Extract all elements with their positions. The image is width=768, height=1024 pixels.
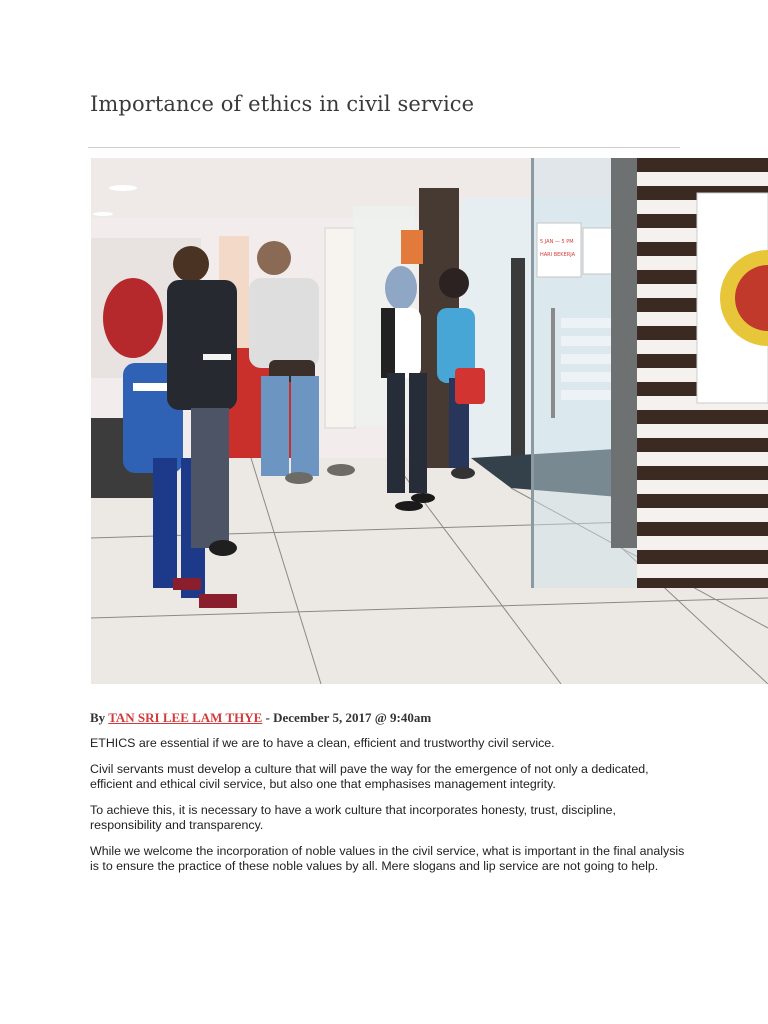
article-body: [90, 736, 690, 885]
article-title: Importance of ethics in civil service: [90, 92, 475, 116]
byline: [90, 710, 431, 726]
article-paragraph: To achieve this, it is necessary to have a work culture that incorporates honesty, trust, discipline, responsibility and transparency.: [90, 802, 616, 832]
byline-prefix: By: [90, 710, 109, 725]
article-paragraph: ETHICS are essential if we are to have a clean, efficient and trustworthy civil service.: [90, 736, 555, 750]
author-link[interactable]: TAN SRI LEE LAM THYE: [108, 710, 263, 725]
article-photo: [91, 158, 768, 684]
door-sign-text-2: HARI BEKERJA: [540, 252, 576, 258]
door-sign-text-1: 5 JAN — 5 PM: [540, 239, 574, 245]
article-paragraph: While we welcome the incorporation of noble values in the civil service, what is important in the final analysis is to ensure the practice of these noble values by all. Mere slogans and lip service are not going to help.: [90, 843, 685, 873]
title-divider: [88, 147, 680, 148]
article-paragraph: Civil servants must develop a culture that will pave the way for the emergence of not only a dedicated, efficient and ethical civil service, but also one that emphasises management integrity.: [90, 761, 649, 791]
byline-date: - December 5, 2017 @ 9:40am: [262, 710, 432, 725]
